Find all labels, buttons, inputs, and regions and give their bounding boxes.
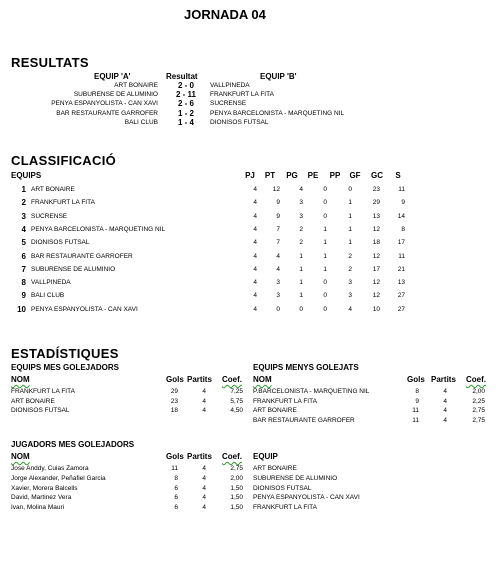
classificacio-col-pg: PG — [286, 171, 298, 180]
classificacio-position: 6 — [21, 251, 26, 261]
classificacio-cell: 3 — [299, 199, 303, 207]
classificacio-col-pj: PJ — [245, 171, 255, 180]
classificacio-team: ART BONAIRE — [31, 186, 75, 193]
jugador-partits: 4 — [202, 465, 206, 472]
jugador-partits: 4 — [202, 474, 206, 482]
jugador-coef: 2,00 — [230, 474, 243, 482]
classificacio-position: 10 — [17, 304, 26, 314]
resultats-team-a: SUBURENSE DE ALUMINIO — [73, 91, 158, 99]
classificacio-cell: 11 — [398, 252, 405, 260]
classificacio-cell: 1 — [348, 239, 352, 247]
classificacio-position: 4 — [21, 224, 26, 234]
menys-golejats-coef: 2,25 — [472, 397, 485, 405]
menys-golejats-heading: EQUIPS MENYS GOLEJATS — [253, 363, 359, 372]
jugador-gols: 8 — [174, 474, 178, 482]
classificacio-cell: 3 — [348, 279, 352, 287]
jugador-equip: DIONISOS FUTSAL — [253, 484, 312, 492]
classificacio-cell: 1 — [348, 212, 352, 220]
jugador-partits: 4 — [202, 484, 206, 492]
classificacio-cell: 2 — [348, 252, 352, 260]
menys-golejats-partits: 4 — [443, 407, 447, 414]
classificacio-cell: 12 — [272, 186, 280, 193]
classificacio-cell: 12 — [372, 225, 380, 233]
classificacio-team: PENYA ESPANYOLISTA - CAN XAVI — [31, 305, 138, 313]
menys-golejats-gols: 11 — [412, 416, 419, 424]
classificacio-cell: 17 — [372, 265, 380, 273]
classificacio-cell: 10 — [372, 305, 380, 313]
resultats-team-b: FRANKFURT LA FITA — [210, 91, 274, 99]
classificacio-position: 1 — [21, 185, 26, 194]
classificacio-heading: CLASSIFICACIÓ — [11, 153, 117, 168]
mes-golejadors-nom: DIONISOS FUTSAL — [11, 407, 70, 414]
classificacio-cell: 4 — [253, 279, 257, 287]
jugador-partits: 4 — [202, 494, 206, 502]
jugador-partits: 4 — [202, 504, 206, 512]
classificacio-cell: 4 — [253, 305, 257, 313]
resultats-score: 2 - 0 — [177, 81, 194, 90]
classificacio-cell: 4 — [276, 265, 280, 273]
classificacio-cell: 4 — [253, 239, 257, 247]
jugador-equip: PENYA ESPANYOLISTA - CAN XAVI — [253, 494, 360, 502]
classificacio-col-pt: PT — [264, 171, 276, 180]
mes-golejadors-partits: 4 — [202, 397, 206, 405]
menys-golejats-nom: ART BONAIRE — [253, 407, 297, 414]
jugador-nom: Jorge Alexander, Peñafiel Garcia — [11, 474, 106, 482]
resultats-team-a: PENYA ESPANYOLISTA - CAN XAVI — [51, 100, 158, 108]
classificacio-cell: 29 — [372, 199, 380, 207]
classificacio-cell: 4 — [253, 265, 257, 273]
classificacio-col-gf: GF — [349, 171, 361, 180]
menys-golejats-partits: 4 — [443, 388, 447, 395]
classificacio-team: BALI CLUB — [31, 292, 65, 300]
jugadors-col-coef: Coef. — [222, 452, 242, 461]
jugador-gols: 11 — [171, 465, 178, 472]
jugador-gols: 6 — [174, 504, 178, 512]
classificacio-cell: 1 — [323, 265, 327, 273]
mes-golejadors-nom: ART BONAIRE — [11, 397, 55, 405]
resultats-col-b: EQUIP 'B' — [260, 72, 297, 81]
resultats-team-b: DIONISOS FUTSAL — [210, 118, 269, 126]
jugador-equip: FRANKFURT LA FITA — [253, 504, 317, 512]
mes-golejadors-coef: 5,75 — [230, 397, 243, 405]
classificacio-cell: 12 — [372, 292, 380, 300]
mes-golejadors-heading: EQUIPS MES GOLEJADORS — [11, 363, 120, 372]
classificacio-position: 3 — [21, 211, 26, 221]
classificacio-cell: 4 — [253, 292, 257, 300]
resultats-team-b: SUCRENSE — [210, 100, 247, 108]
classificacio-team: SUCRENSE — [31, 212, 68, 220]
classificacio-col-s: S — [395, 171, 401, 180]
classificacio-cell: 12 — [372, 279, 380, 287]
classificacio-cell: 7 — [276, 239, 280, 247]
classificacio-cell: 9 — [276, 212, 280, 220]
classificacio-cell: 1 — [323, 239, 327, 247]
classificacio-cell: 4 — [253, 212, 257, 220]
classificacio-cell: 4 — [299, 186, 303, 193]
jugadors-col-nom: NOM — [11, 452, 30, 461]
classificacio-cell: 1 — [299, 252, 303, 260]
resultats-score: 1 - 2 — [177, 108, 194, 118]
mes-golejadors-coef: 4,50 — [230, 407, 243, 414]
menys-golejats-col-coef: Coef. — [466, 375, 486, 384]
classificacio-team: SUBURENSE DE ALUMINIO — [31, 265, 116, 273]
classificacio-cell: 0 — [276, 305, 280, 313]
classificacio-cell: 23 — [372, 186, 380, 193]
classificacio-cell: 27 — [397, 292, 405, 300]
menys-golejats-coef: 2,00 — [472, 388, 485, 395]
classificacio-cell: 27 — [397, 305, 405, 313]
classificacio-cell: 0 — [348, 186, 352, 193]
jugador-nom: David, Martinez Vera — [11, 494, 72, 502]
jugadors-col-equip: EQUIP — [253, 452, 278, 461]
resultats-score: 1 - 4 — [177, 117, 194, 127]
classificacio-cell: 9 — [276, 199, 280, 207]
estadistiques-heading: ESTADÍSTIQUES — [11, 346, 119, 361]
classificacio-cell: 0 — [323, 186, 327, 193]
classificacio-cell: 0 — [323, 279, 327, 287]
classificacio-col-pp: PP — [329, 171, 341, 180]
mes-golejadors-col-gols: Gols — [166, 375, 184, 384]
resultats-heading: RESULTATS — [11, 55, 89, 70]
classificacio-col-gc: GC — [371, 171, 383, 180]
mes-golejadors-partits: 4 — [202, 388, 206, 395]
classificacio-cell: 1 — [299, 279, 303, 287]
classificacio-cell: 4 — [253, 252, 257, 260]
classificacio-cell: 0 — [323, 305, 327, 313]
resultats-team-b: VALLPINEDA — [210, 82, 250, 89]
mes-golejadors-coef: 7,25 — [230, 388, 243, 395]
classificacio-team: DIONISOS FUTSAL — [31, 239, 90, 247]
classificacio-team: BAR RESTAURANTE GARROFER — [31, 252, 133, 260]
mes-golejadors-col-nom: NOM — [11, 375, 30, 384]
classificacio-cell: 4 — [253, 199, 257, 207]
classificacio-team: PENYA BARCELONISTA - MARQUETING NIL — [31, 225, 166, 233]
jugadors-col-gols: Gols — [166, 452, 184, 461]
resultats-team-a: BALI CLUB — [124, 118, 158, 126]
jugador-gols: 6 — [174, 484, 178, 492]
resultats-col-a: EQUIP 'A' — [94, 72, 131, 81]
jugadors-col-partits: Partits — [187, 452, 212, 461]
classificacio-cell: 17 — [397, 239, 405, 247]
classificacio-cell: 0 — [323, 199, 327, 207]
classificacio-position: 7 — [21, 264, 26, 274]
resultats-score: 2 - 6 — [177, 99, 194, 109]
menys-golejats-col-partits: Partits — [431, 375, 456, 384]
menys-golejats-nom: BAR RESTAURANTE GARROFER — [253, 416, 355, 424]
menys-golejats-gols: 11 — [412, 407, 419, 414]
classificacio-col-pe: PE — [307, 171, 319, 180]
classificacio-position: 5 — [21, 238, 26, 248]
classificacio-cell: 1 — [348, 225, 352, 233]
jugador-coef: 1,50 — [230, 504, 243, 512]
classificacio-cell: 1 — [299, 265, 303, 273]
classificacio-team: VALLPINEDA — [31, 279, 71, 287]
jugador-nom: Xavier, Morera Balcells — [11, 484, 78, 492]
jugador-nom: Ivan, Molina Mauri — [11, 504, 65, 512]
classificacio-cell: 4 — [253, 186, 257, 193]
classificacio-cell: 3 — [276, 279, 280, 287]
mes-golejadors-partits: 4 — [202, 407, 206, 414]
resultats-col-result: Resultat — [166, 72, 198, 81]
resultats-score: 2 - 11 — [175, 90, 196, 100]
jugadors-heading: JUGADORS MES GOLEJADORS — [11, 440, 135, 449]
classificacio-position: 9 — [21, 291, 26, 301]
menys-golejats-col-nom: NOM — [253, 375, 272, 384]
jugador-gols: 6 — [174, 494, 178, 502]
classificacio-cell: 2 — [348, 265, 352, 273]
classificacio-cell: 7 — [276, 225, 280, 233]
classificacio-cell: 4 — [348, 305, 352, 313]
menys-golejats-gols: 9 — [415, 397, 419, 405]
resultats-team-a: BAR RESTAURANTE GARROFER — [56, 109, 158, 117]
classificacio-cell: 13 — [397, 279, 405, 287]
classificacio-cell: 2 — [299, 239, 303, 247]
classificacio-cell: 11 — [398, 186, 405, 193]
jugador-nom: Jose Anddy, Cuias Zamora — [11, 465, 89, 472]
menys-golejats-coef: 2,75 — [472, 416, 485, 424]
classificacio-cell: 12 — [372, 252, 380, 260]
page-title: JORNADA 04 — [184, 7, 266, 22]
classificacio-cell: 1 — [323, 252, 327, 260]
classificacio-cell: 4 — [276, 252, 280, 260]
mes-golejadors-nom: FRANKFURT LA FITA — [11, 388, 75, 395]
classificacio-cell: 0 — [323, 292, 327, 300]
menys-golejats-nom: FRANKFURT LA FITA — [253, 397, 317, 405]
jugador-coef: 1,50 — [230, 484, 243, 492]
classificacio-cell: 4 — [253, 225, 257, 233]
classificacio-cell: 3 — [299, 212, 303, 220]
classificacio-cell: 1 — [348, 199, 352, 207]
jugador-equip: SUBURENSE DE ALUMINIO — [253, 474, 338, 482]
menys-golejats-gols: 8 — [415, 388, 419, 395]
classificacio-cell: 0 — [299, 305, 303, 313]
classificacio-cell: 1 — [299, 292, 303, 300]
mes-golejadors-gols: 29 — [170, 388, 178, 395]
menys-golejats-partits: 4 — [443, 416, 447, 424]
menys-golejats-nom: P.BARCELONISTA - MARQUETING NIL — [253, 388, 370, 395]
mes-golejadors-gols: 18 — [170, 407, 178, 414]
classificacio-cell: 2 — [299, 225, 303, 233]
resultats-team-b: PENYA BARCELONISTA - MARQUETING NIL — [210, 109, 345, 117]
classificacio-col-team: EQUIPS — [11, 171, 42, 180]
classificacio-cell: 13 — [372, 212, 380, 220]
mes-golejadors-col-partits: Partits — [187, 375, 212, 384]
classificacio-position: 2 — [21, 198, 26, 208]
classificacio-cell: 3 — [276, 292, 280, 300]
classificacio-cell: 3 — [348, 292, 352, 300]
resultats-team-a: ART BONAIRE — [114, 82, 158, 89]
classificacio-cell: 9 — [401, 199, 405, 207]
menys-golejats-partits: 4 — [443, 397, 447, 405]
classificacio-position: 8 — [21, 278, 26, 288]
mes-golejadors-gols: 23 — [170, 397, 178, 405]
classificacio-cell: 1 — [323, 225, 327, 233]
classificacio-team: FRANKFURT LA FITA — [31, 199, 95, 207]
menys-golejats-col-gols: Gols — [407, 375, 425, 384]
jugador-equip: ART BONAIRE — [253, 465, 297, 472]
classificacio-cell: 18 — [372, 239, 380, 247]
jugador-coef: 2,75 — [230, 465, 243, 472]
menys-golejats-coef: 2,75 — [472, 407, 485, 414]
jugador-coef: 1,50 — [230, 494, 243, 502]
classificacio-cell: 21 — [397, 265, 405, 273]
classificacio-cell: 8 — [401, 225, 405, 233]
classificacio-cell: 0 — [323, 212, 327, 220]
classificacio-cell: 14 — [397, 212, 405, 220]
mes-golejadors-col-coef: Coef. — [222, 375, 242, 384]
